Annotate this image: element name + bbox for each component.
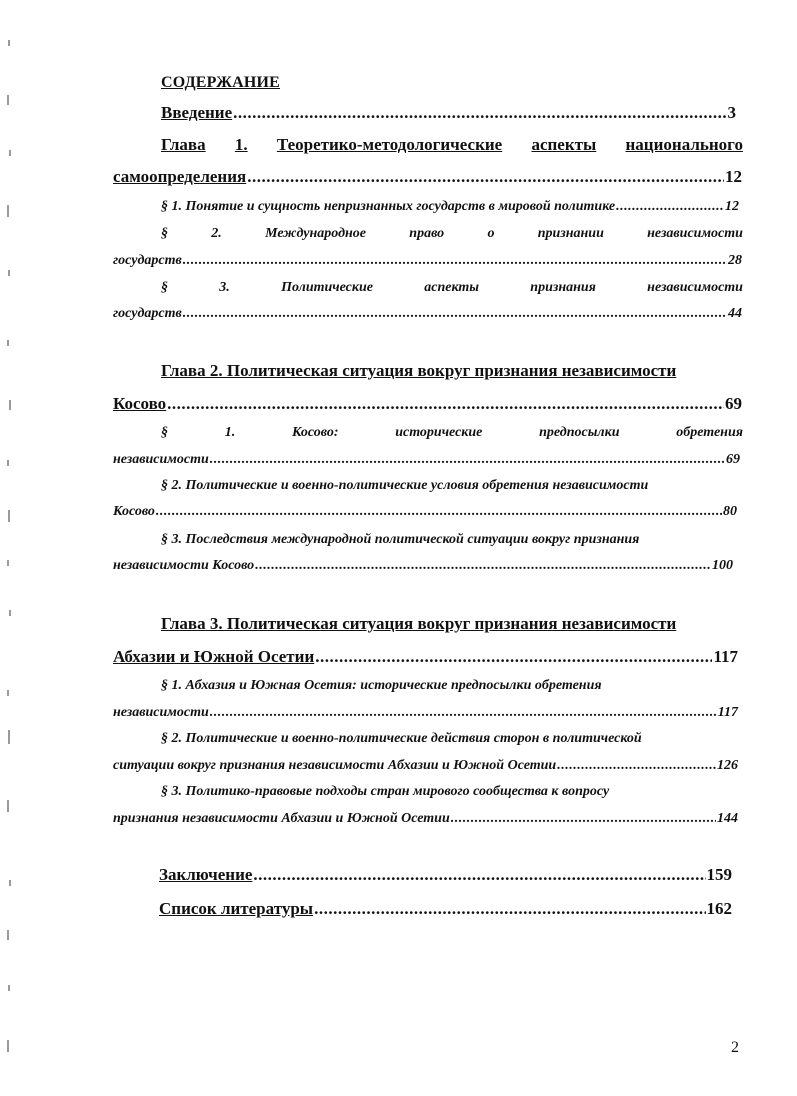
word: § (161, 226, 168, 241)
entry-title: Заключение (159, 865, 253, 884)
word: Теоретико-методологические (276, 135, 503, 154)
entry-page: 69 (725, 394, 742, 413)
word: о (487, 226, 495, 241)
toc-entry-chapter2-cont[interactable] (113, 395, 742, 412)
dot-leader (156, 505, 722, 519)
toc-entry-ch3-s1[interactable] (161, 679, 743, 693)
toc-entry-chapter1[interactable] (161, 136, 743, 153)
toc-entry-chapter3[interactable] (161, 615, 743, 632)
entry-page: 100 (712, 558, 733, 573)
word: право (409, 226, 445, 241)
toc-entry-ch2-s3-cont[interactable] (113, 559, 733, 573)
dot-leader (247, 168, 724, 185)
entry-page: 144 (717, 811, 738, 826)
entry-page: 80 (723, 504, 737, 519)
entry-title: Список литературы (159, 899, 314, 918)
entry-title: § 3. Политико-правовые подходы стран мирового сообщества к вопросу (161, 784, 610, 799)
word: независимости (647, 280, 743, 295)
entry-page: 117 (717, 705, 738, 720)
word: 1. (224, 425, 236, 440)
entry-title: государств (113, 253, 182, 268)
word: 2. (211, 226, 222, 241)
toc-entry-ch3-s3-cont[interactable] (113, 812, 738, 826)
word: предпосылки (539, 425, 620, 440)
entry-page: 69 (726, 452, 740, 467)
dot-leader (315, 648, 712, 665)
entry-title: § 1. Понятие и сущность непризнанных государств в мировой политике (161, 199, 616, 214)
entry-title: Абхазии и Южной Осетии (113, 647, 315, 666)
entry-title: независимости (113, 452, 209, 467)
scan-margin-specks (0, 0, 30, 1096)
toc-entry-references[interactable] (159, 900, 732, 917)
entry-title: Косово (113, 504, 155, 519)
word: аспекты (531, 135, 597, 154)
toc-entry-intro[interactable] (161, 104, 736, 121)
dot-leader (314, 900, 705, 917)
toc-heading: СОДЕРЖАНИЕ (161, 74, 281, 91)
toc-entry-ch2-s3[interactable] (161, 533, 743, 547)
entry-title: ситуации вокруг признания независимости Абхазии и Южной Осетии (113, 758, 557, 773)
toc-entry-chapter3-cont[interactable] (113, 648, 738, 665)
word: обретения (676, 425, 743, 440)
dot-leader (557, 759, 716, 773)
toc-entry-ch2-s2-cont[interactable] (113, 505, 737, 519)
entry-page: 162 (706, 899, 732, 918)
word: Косово: (291, 425, 339, 440)
dot-leader (210, 453, 725, 467)
entry-page: 159 (706, 865, 732, 884)
entry-page: 126 (717, 758, 738, 773)
toc-entry-ch1-s1[interactable] (161, 200, 739, 214)
dot-leader (167, 395, 724, 412)
word: независимости (647, 226, 743, 241)
word: § (161, 280, 168, 295)
word: 3. (219, 280, 230, 295)
entry-title: § 2. Политические и военно-политические действия сторон в политической (161, 731, 642, 746)
toc-entry-ch3-s2-cont[interactable] (113, 759, 738, 773)
entry-title: Глава 2. Политическая ситуация вокруг признания независимости (161, 361, 677, 380)
toc-entry-conclusion[interactable] (159, 866, 732, 883)
dot-leader (233, 104, 726, 121)
toc-entry-ch3-s1-cont[interactable] (113, 706, 738, 720)
entry-title: § 3. Последствия международной политической ситуации вокруг признания (161, 532, 640, 547)
entry-title: признания независимости Абхазии и Южной Осетии (113, 811, 450, 826)
word: признания (530, 280, 596, 295)
entry-title: § 2. Политические и военно-политические условия обретения независимости (161, 478, 649, 493)
toc-entry-ch1-s3-cont[interactable] (113, 307, 742, 321)
entry-title: государств (113, 306, 182, 321)
entry-title: Косово (113, 394, 167, 413)
toc-entry-ch1-s2-cont[interactable] (113, 254, 742, 268)
dot-leader (210, 706, 717, 720)
toc-entry-chapter1-cont[interactable] (113, 168, 742, 185)
word: аспекты (424, 280, 479, 295)
entry-title: независимости Косово (113, 558, 255, 573)
entry-title: Введение (161, 103, 233, 122)
word: Глава (161, 135, 206, 154)
word: Политические (281, 280, 373, 295)
entry-page: 28 (728, 253, 742, 268)
entry-page: 12 (725, 167, 742, 186)
word: признании (537, 226, 604, 241)
dot-leader (451, 812, 716, 826)
toc-entry-ch3-s3[interactable] (161, 785, 743, 799)
toc-entry-ch2-s1-cont[interactable] (113, 453, 740, 467)
entry-page: 117 (713, 647, 738, 666)
toc-entry-ch2-s1[interactable] (161, 426, 743, 440)
dot-leader (183, 307, 727, 321)
entry-title: самоопределения (113, 167, 247, 186)
word: исторические (395, 425, 483, 440)
word: 1. (234, 135, 248, 154)
entry-page: 3 (727, 103, 736, 122)
word: Международное (265, 226, 367, 241)
toc-entry-ch1-s2[interactable] (161, 227, 743, 241)
entry-page: 12 (725, 199, 739, 214)
entry-title: независимости (113, 705, 209, 720)
toc-entry-ch2-s2[interactable] (161, 479, 743, 493)
entry-title: § 1. Абхазия и Южная Осетия: исторические предпосылки обретения (161, 678, 602, 693)
word: § (161, 425, 168, 440)
dot-leader (253, 866, 705, 883)
dot-leader (183, 254, 727, 268)
dot-leader (255, 559, 711, 573)
entry-page: 44 (728, 306, 742, 321)
dot-leader (616, 200, 724, 214)
word: национального (625, 135, 743, 154)
toc-entry-ch1-s3[interactable] (161, 281, 743, 295)
toc-entry-chapter2[interactable] (161, 362, 743, 379)
toc-entry-ch3-s2[interactable] (161, 732, 743, 746)
page-number: 2 (731, 1039, 739, 1056)
entry-title: Глава 3. Политическая ситуация вокруг признания независимости (161, 614, 677, 633)
